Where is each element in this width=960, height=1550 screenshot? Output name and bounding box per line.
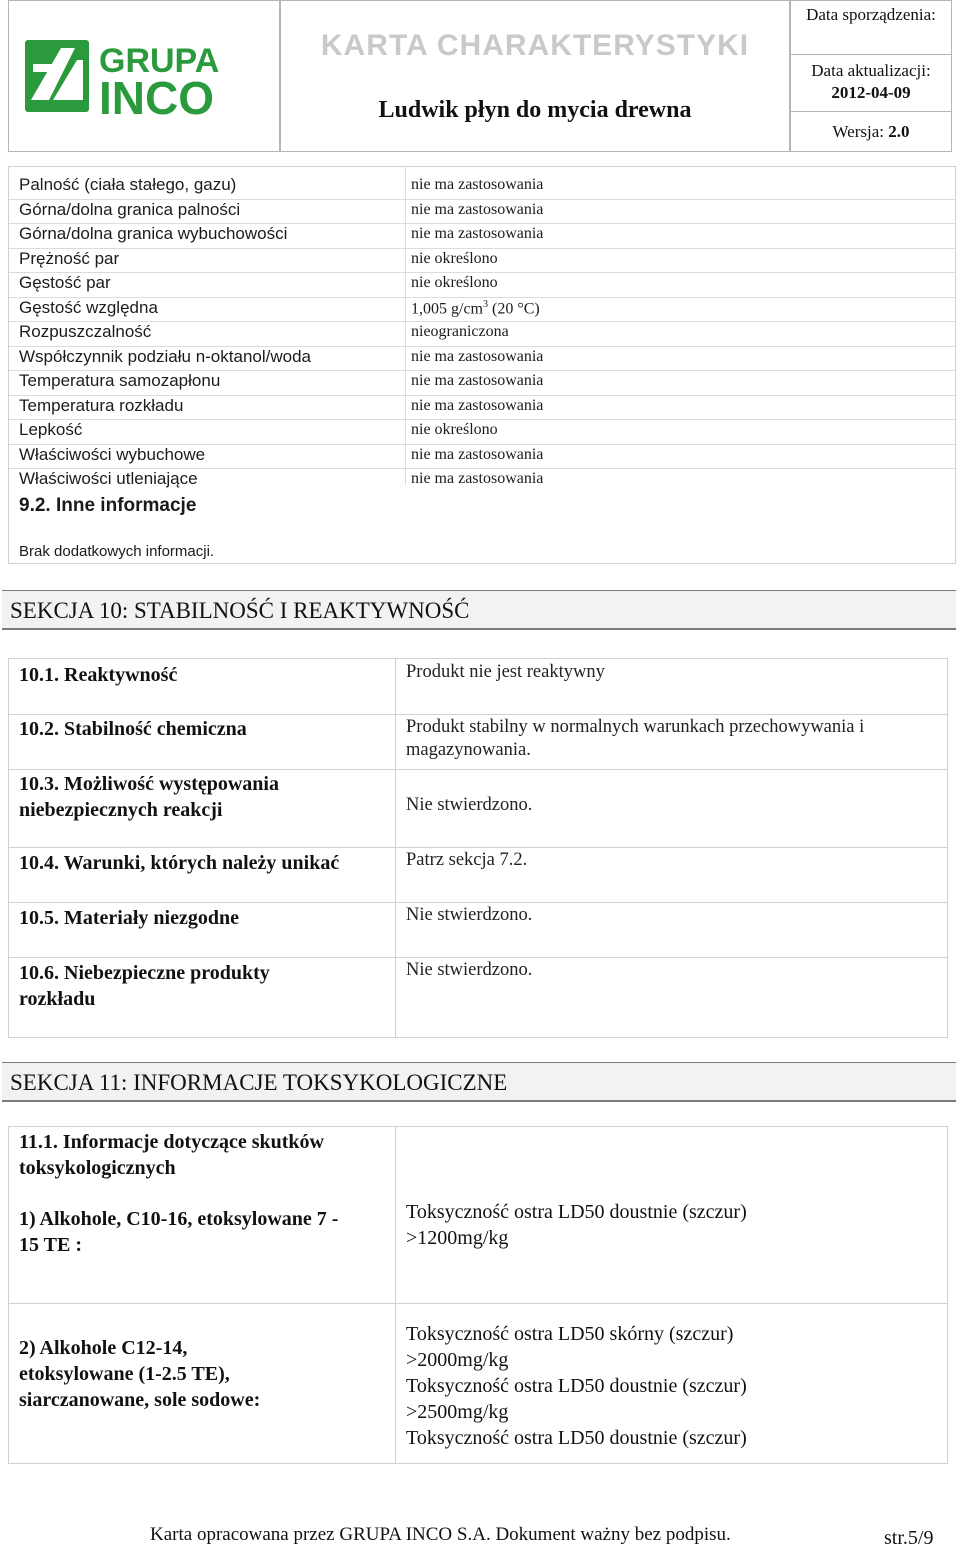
substance-2-line-1: 2) Alkohole C12-14, (19, 1337, 188, 1359)
version-label: Wersja: (832, 122, 884, 141)
chemical-stability-line-1: Produkt stabilny w normalnych warunkach przechowywania i (406, 717, 865, 737)
updated-date-cell (790, 55, 952, 112)
chemical-stability-value (406, 716, 864, 762)
svg-text:INCO: INCO (99, 72, 214, 122)
hazardous-reactions-label (19, 771, 279, 823)
table-row (9, 347, 955, 372)
updated-date: 2012-04-09 (831, 83, 911, 102)
property-name: Górna/dolna granica palności (19, 199, 241, 219)
property-name: Gęstość par (19, 273, 111, 292)
document-title: KARTA CHARAKTERYSTYKI (320, 29, 750, 62)
table-row (9, 322, 955, 347)
property-name: Temperatura samozapłonu (19, 371, 221, 390)
table-row (9, 224, 955, 249)
property-name: Właściwości wybuchowe (19, 444, 206, 464)
toxicity-line: >1200mg/kg (406, 1227, 509, 1249)
table-row (9, 396, 955, 421)
prepared-label: Data sporządzenia: (806, 5, 936, 24)
toxicity-line: >2500mg/kg (406, 1401, 509, 1423)
reactivity-value: Produkt nie jest reaktywny (406, 662, 605, 682)
table-row (9, 200, 955, 225)
toxicity-line: Toksyczność ostra LD50 doustnie (szczur) (406, 1375, 747, 1397)
prepared-date-cell (790, 0, 952, 55)
density-value: 1,005 g/cm (411, 299, 483, 317)
page-number: str.5/9 (884, 1527, 934, 1549)
toxicity-line: Toksyczność ostra LD50 skórny (szczur) (406, 1323, 734, 1345)
decomposition-products-value: Nie stwierdzono. (406, 960, 533, 980)
version-value: 2.0 (888, 122, 910, 141)
property-value (411, 299, 540, 318)
updated-label: Data aktualizacji: (811, 61, 931, 80)
physical-properties-table (8, 166, 956, 564)
document-meta (790, 0, 952, 152)
decomposition-line-1: 10.6. Niebezpieczne produkty (19, 962, 270, 984)
grupa-inco-logo-icon (19, 30, 269, 122)
table-row (9, 420, 955, 445)
subsection-heading: 9.2. Inne informacje (19, 495, 197, 516)
toxicology-heading (19, 1129, 324, 1181)
substance-2-line-3: siarczanowane, sole sodowe: (19, 1389, 261, 1411)
property-value: nie ma zastosowania (411, 396, 544, 414)
property-value: nie ma zastosowania (411, 200, 544, 218)
other-info-text: Brak dodatkowych informacji. (19, 543, 215, 560)
property-name: Lepkość (19, 420, 83, 439)
substance-2-values (406, 1321, 747, 1451)
property-name: Właściwości utleniające (19, 469, 198, 488)
incompatible-materials-value: Nie stwierdzono. (406, 905, 533, 925)
table-row (9, 371, 955, 396)
hazardous-reactions-value: Nie stwierdzono. (406, 795, 533, 815)
section-11-title: SEKCJA 11: INFORMACJE TOKSYKOLOGICZNE (2, 1062, 956, 1102)
property-name: Palność (ciała stałego, gazu) (19, 175, 237, 194)
density-condition: (20 °C) (488, 299, 540, 317)
property-value: nie określono (411, 249, 498, 267)
table-row (9, 175, 955, 200)
toxicity-line: >2000mg/kg (406, 1349, 509, 1371)
property-value: nie ma zastosowania (411, 176, 544, 193)
substance-2-line-2: etoksylowane (1-2.5 TE), (19, 1363, 230, 1385)
property-value: nieograniczona (411, 323, 509, 340)
density-exponent: 3 (483, 298, 488, 310)
version-cell (790, 112, 952, 152)
company-logo (8, 0, 280, 152)
property-name: Gęstość względna (19, 297, 158, 317)
substance-1-name (19, 1206, 338, 1258)
property-name: Górna/dolna granica wybuchowości (19, 224, 288, 243)
property-value: nie ma zastosowania (411, 470, 544, 487)
table-row (9, 249, 955, 274)
hazardous-reactions-line-2: niebezpiecznych reakcji (19, 799, 223, 821)
stability-table (8, 658, 948, 1038)
property-name: Temperatura rozkładu (19, 395, 184, 415)
substance-1-values (406, 1199, 747, 1251)
property-name: Rozpuszczalność (19, 322, 152, 341)
reactivity-label: 10.1. Reaktywność (19, 664, 178, 686)
svg-text:GRUPA: GRUPA (99, 42, 220, 80)
conditions-to-avoid-label: 10.4. Warunki, których należy unikać (19, 852, 340, 874)
table-row (9, 445, 955, 470)
property-value: nie ma zastosowania (411, 225, 544, 242)
table-row (9, 298, 955, 323)
property-name: Prężność par (19, 248, 120, 268)
footer-note: Karta opracowana przez GRUPA INCO S.A. Dokument ważny bez podpisu. (150, 1524, 731, 1545)
substance-1-line-1: 1) Alkohole, C10-16, etoksylowane 7 - (19, 1208, 339, 1230)
toxicity-line: Toksyczność ostra LD50 doustnie (szczur) (406, 1427, 747, 1449)
toxicology-heading-line-1: 11.1. Informacje dotyczące skutków (19, 1131, 324, 1153)
property-name: Współczynnik podziału n-oktanol/woda (19, 346, 311, 366)
product-name: Ludwik płyn do mycia drewna (378, 97, 692, 123)
section-10-title: SEKCJA 10: STABILNOŚĆ I REAKTYWNOŚĆ (2, 590, 956, 630)
hazardous-reactions-line-1: 10.3. Możliwość występowania (19, 773, 279, 795)
chemical-stability-label: 10.2. Stabilność chemiczna (19, 718, 247, 740)
substance-1-line-2: 15 TE : (19, 1234, 82, 1256)
property-value: nie ma zastosowania (411, 372, 544, 389)
incompatible-materials-label: 10.5. Materiały niezgodne (19, 907, 239, 929)
property-value: nie ma zastosowania (411, 347, 544, 365)
property-value: nie ma zastosowania (411, 445, 544, 463)
chemical-stability-line-2: magazynowania. (406, 740, 531, 760)
title-block (280, 0, 790, 152)
table-row (9, 469, 955, 494)
table-row (9, 273, 955, 298)
toxicity-line: Toksyczność ostra LD50 doustnie (szczur) (406, 1201, 747, 1223)
property-value: nie określono (411, 274, 498, 291)
toxicology-heading-line-2: toksykologicznych (19, 1157, 176, 1179)
conditions-to-avoid-value: Patrz sekcja 7.2. (406, 850, 528, 870)
toxicology-table (8, 1126, 948, 1464)
decomposition-products-label (19, 960, 270, 1012)
substance-2-name (19, 1335, 260, 1413)
decomposition-line-2: rozkładu (19, 988, 96, 1010)
property-value: nie określono (411, 421, 498, 438)
